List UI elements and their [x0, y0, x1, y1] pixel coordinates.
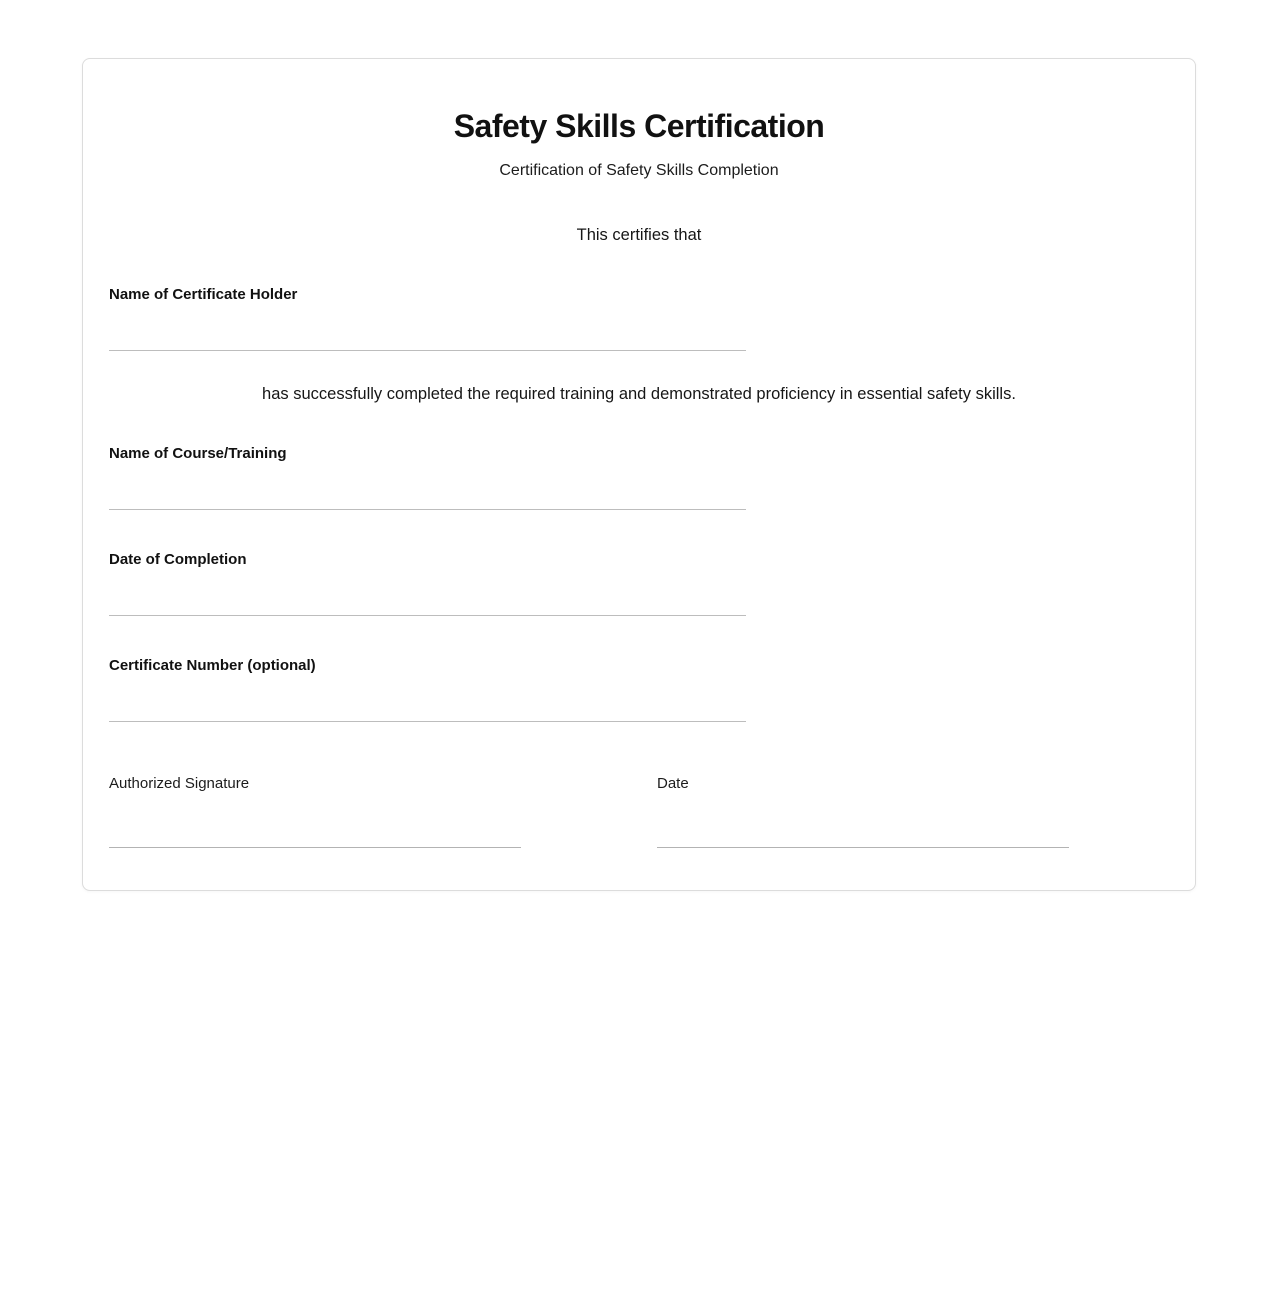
authorized-signature-input[interactable] — [109, 804, 521, 848]
field-course-name — [109, 444, 1169, 510]
field-certificate-number — [109, 656, 1169, 722]
authorized-signature-label: Authorized Signature — [109, 775, 250, 793]
certificate-subtitle: Certification of Safety Skills Completion — [499, 162, 779, 180]
completion-date-input[interactable] — [109, 580, 746, 616]
holder-name-input[interactable] — [109, 315, 746, 351]
certificate-number-label: Certificate Number (optional) — [109, 657, 316, 675]
certificate-card — [82, 58, 1196, 891]
date-input[interactable] — [657, 804, 1069, 848]
certificate-title: Safety Skills Certification — [453, 108, 825, 144]
field-holder-name — [109, 285, 1169, 351]
completion-date-label: Date of Completion — [109, 551, 247, 569]
completion-text: has successfully completed the required training and demonstrated proficiency in essential safety skills. — [262, 385, 1016, 404]
certifies-text: This certifies that — [576, 226, 702, 245]
signature-row — [109, 774, 1169, 848]
date-label: Date — [657, 775, 689, 793]
certificate-number-input[interactable] — [109, 686, 746, 722]
course-name-label: Name of Course/Training — [109, 445, 287, 463]
date-block — [657, 774, 1069, 848]
authorized-signature-block — [109, 774, 521, 848]
holder-name-label: Name of Certificate Holder — [109, 286, 298, 304]
course-name-input[interactable] — [109, 474, 746, 510]
field-completion-date — [109, 550, 1169, 616]
